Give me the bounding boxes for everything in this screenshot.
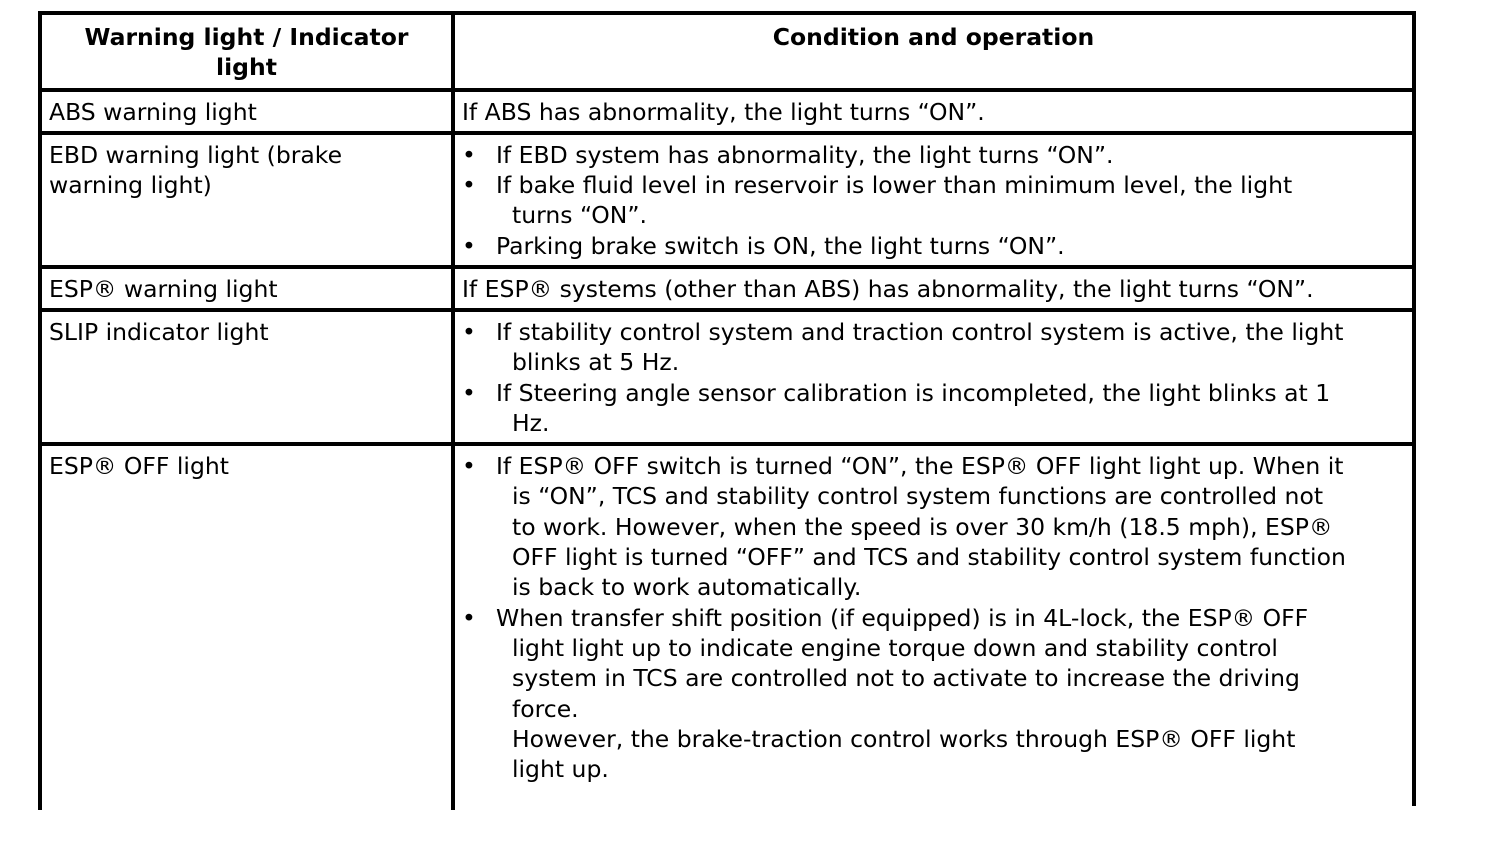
bullet-text: to work. However, when the speed is over 30 km/h (18.5 mph), ESP® bbox=[512, 513, 1333, 541]
row-divider-4 bbox=[38, 442, 1416, 446]
bullet-text: force. bbox=[512, 695, 579, 723]
bullet-dot: • bbox=[462, 604, 476, 632]
bullet-text: turns “ON”. bbox=[512, 201, 648, 229]
bullet-text: is back to work automatically. bbox=[512, 573, 862, 601]
row-ebd-name: EBD warning light (brake warning light) bbox=[49, 141, 343, 200]
row-abs-name: ABS warning light bbox=[49, 98, 257, 126]
bullet-dot: • bbox=[462, 141, 476, 169]
bullet-dot: • bbox=[462, 171, 476, 199]
bullet-text: However, the brake-traction control works through ESP® OFF light bbox=[512, 725, 1296, 753]
bullet-text: light up. bbox=[512, 755, 609, 783]
bullet-text: is “ON”, TCS and stability control system functions are controlled not bbox=[512, 482, 1324, 510]
bullet-dot: • bbox=[462, 379, 476, 407]
bullet-text: When transfer shift position (if equipped) is in 4L-lock, the ESP® OFF bbox=[496, 604, 1309, 632]
header-condition: Condition and operation bbox=[772, 23, 1095, 51]
warning-light-table bbox=[38, 11, 1416, 810]
bullet-text: light light up to indicate engine torque down and stability control bbox=[512, 634, 1278, 662]
row-divider-1 bbox=[38, 131, 1416, 135]
row-esp-name: ESP® warning light bbox=[49, 275, 278, 303]
row-abs-condition: If ABS has abnormality, the light turns “ON”. bbox=[462, 98, 985, 126]
bullet-text: If bake fluid level in reservoir is lower than minimum level, the light bbox=[496, 171, 1293, 199]
bullet-dot: • bbox=[462, 232, 476, 260]
bullet-text: blinks at 5 Hz. bbox=[512, 348, 680, 376]
header-divider bbox=[38, 88, 1416, 92]
row-slip-name: SLIP indicator light bbox=[49, 318, 269, 346]
bullet-dot: • bbox=[462, 452, 476, 480]
bullet-text: OFF light is turned “OFF” and TCS and stability control system function bbox=[512, 543, 1346, 571]
header-warning-light: Warning light / Indicator light bbox=[84, 23, 409, 82]
row-divider-3 bbox=[38, 308, 1416, 312]
bullet-text: Hz. bbox=[512, 409, 550, 437]
bullet-text: If stability control system and traction control system is active, the light bbox=[496, 318, 1344, 346]
bullet-text: Parking brake switch is ON, the light turns “ON”. bbox=[496, 232, 1065, 260]
bullet-text: If EBD system has abnormality, the light turns “ON”. bbox=[496, 141, 1114, 169]
row-esp-off-name: ESP® OFF light bbox=[49, 452, 229, 480]
bullet-dot: • bbox=[462, 318, 476, 346]
bullet-text: If Steering angle sensor calibration is incompleted, the light blinks at 1 bbox=[496, 379, 1331, 407]
table-border-top bbox=[38, 11, 1416, 15]
bullet-text: system in TCS are controlled not to activate to increase the driving bbox=[512, 664, 1300, 692]
row-esp-condition: If ESP® systems (other than ABS) has abnormality, the light turns “ON”. bbox=[462, 275, 1314, 303]
bullet-text: If ESP® OFF switch is turned “ON”, the ESP® OFF light light up. When it bbox=[496, 452, 1344, 480]
row-divider-2 bbox=[38, 265, 1416, 269]
